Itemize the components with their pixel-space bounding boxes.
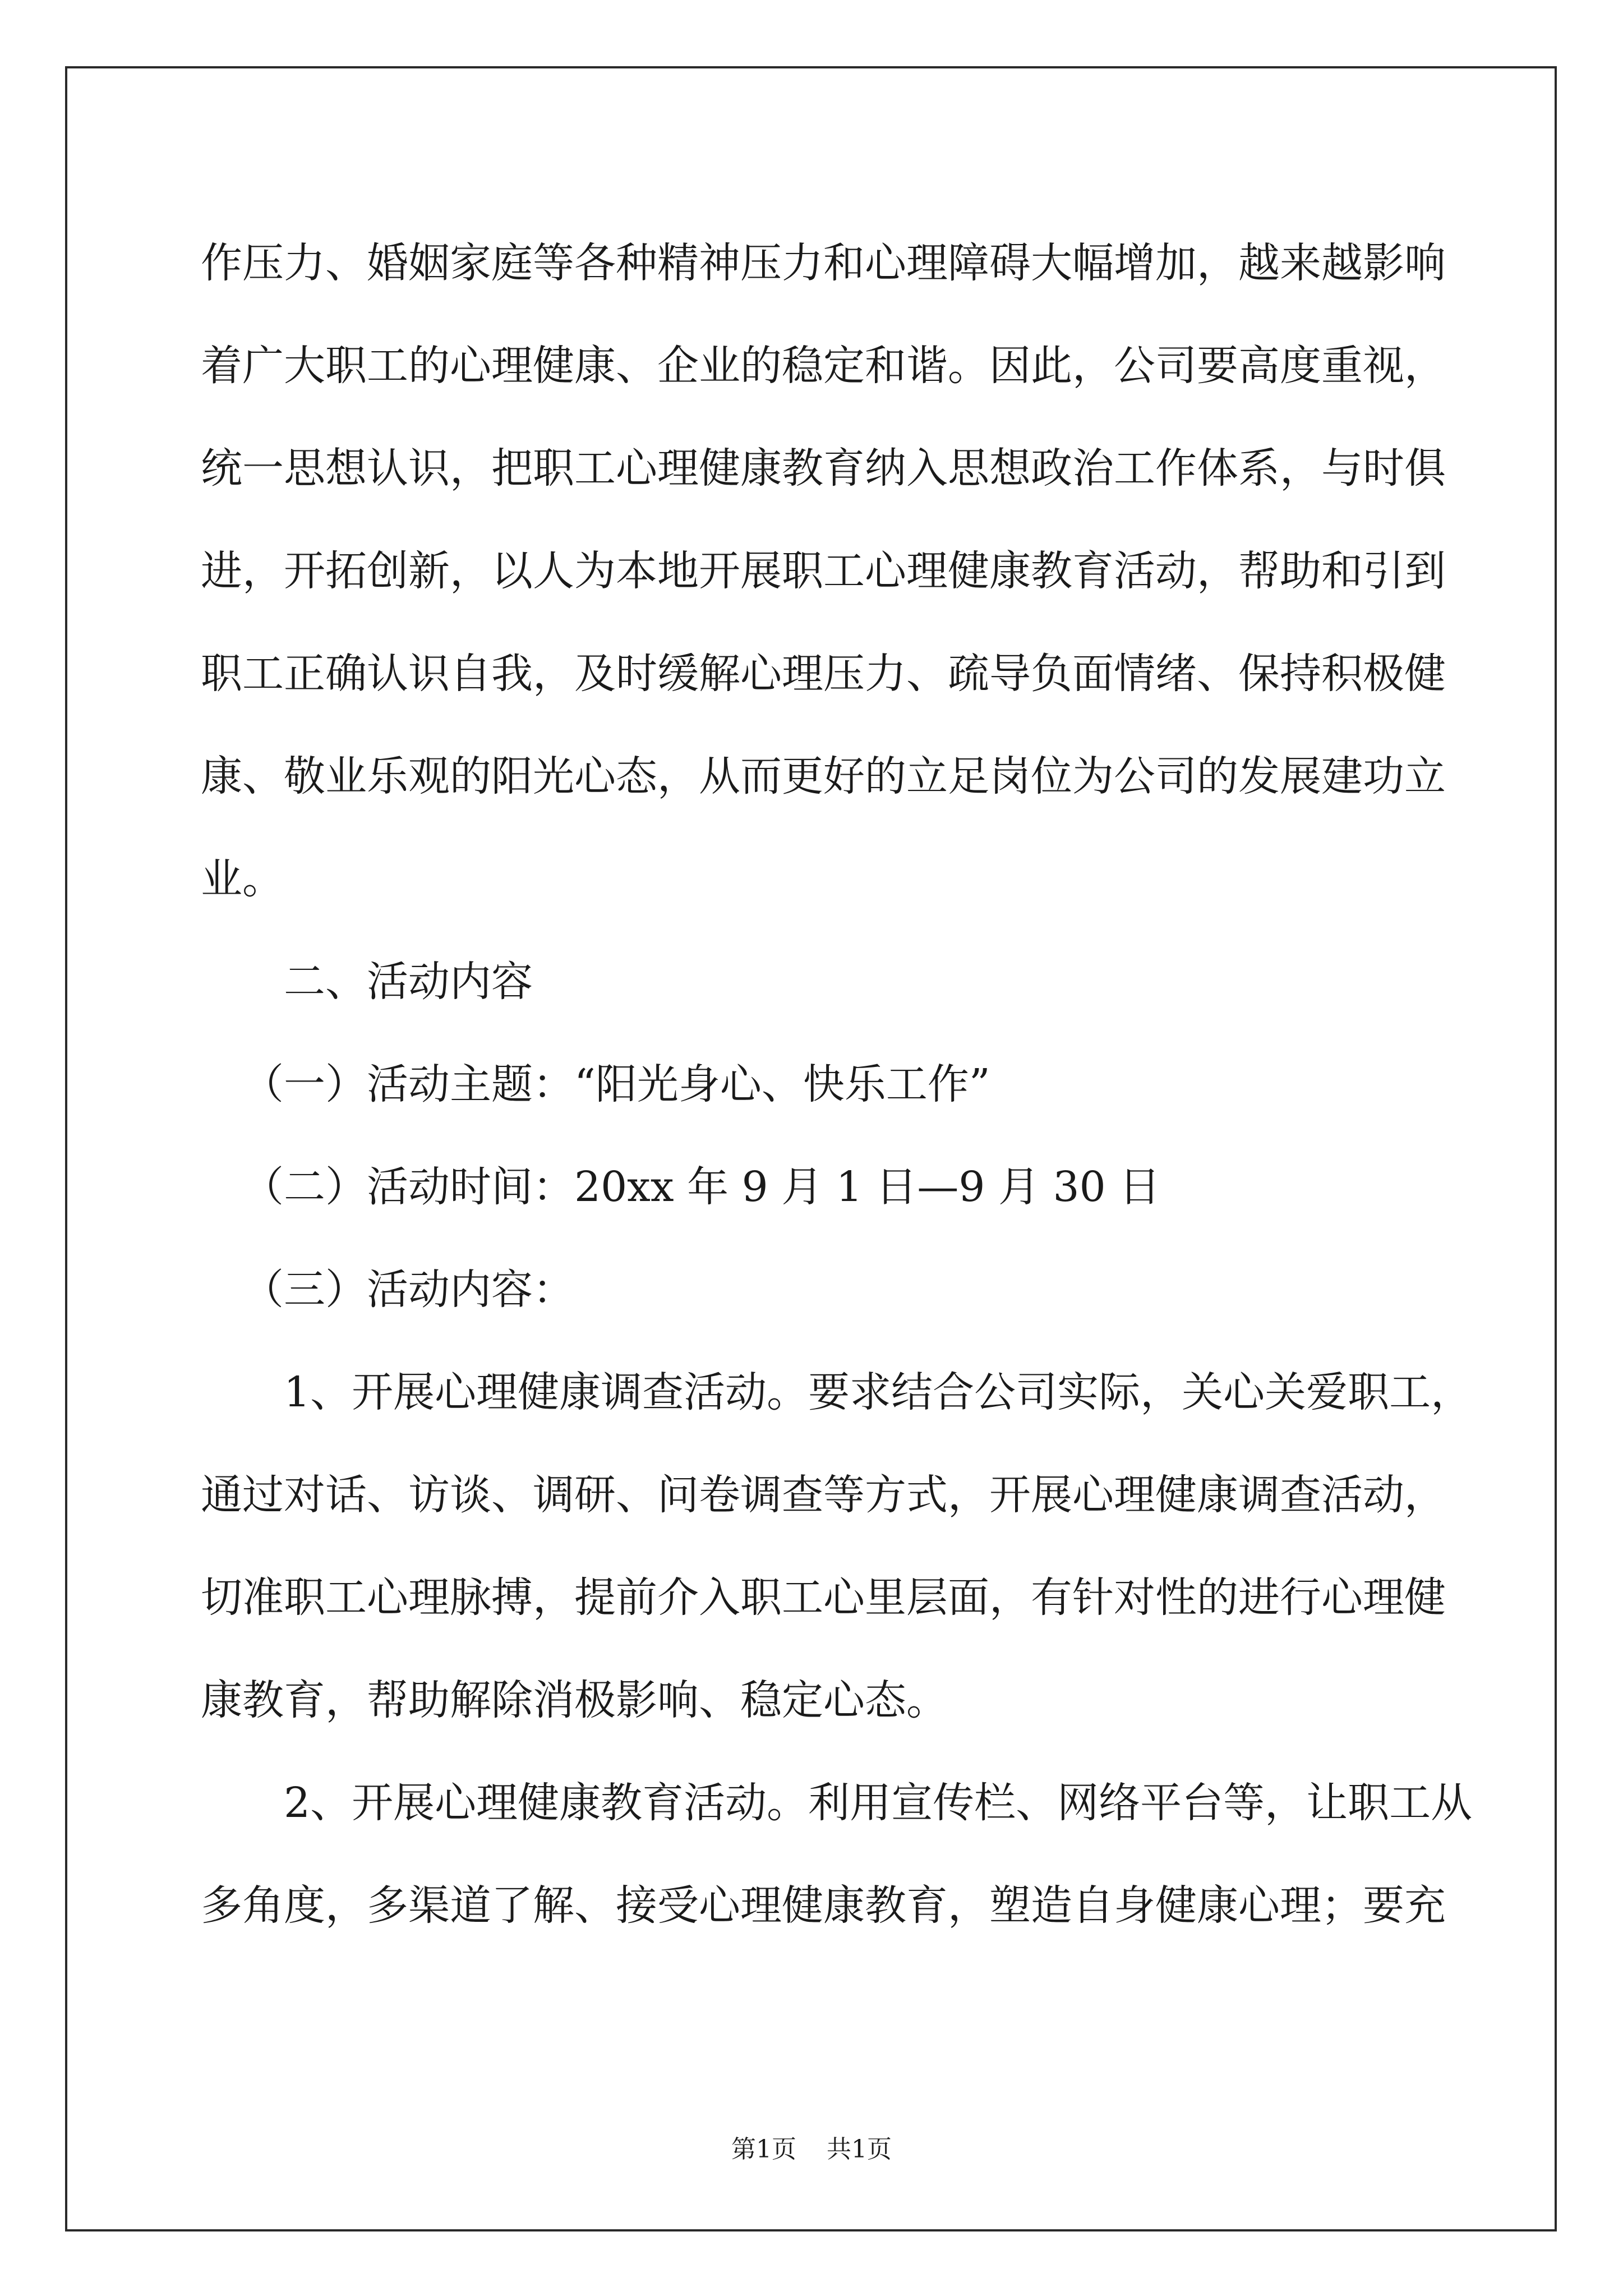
- text-line: 统一思想认识，把职工心理健康教育纳入思想政治工作体系，与时俱: [201, 444, 1446, 493]
- text-line: 职工正确认识自我，及时缓解心理压力、疏导负面情绪、保持积极健: [201, 650, 1446, 698]
- page-footer: [0, 2129, 1623, 2165]
- document-body: [201, 212, 1473, 1957]
- text-line: 2、开展心理健康教育活动。利用宣传栏、网络平台等，让职工从: [284, 1779, 1473, 1827]
- text-line: 康教育，帮助解除消极影响、稳定心态。: [201, 1676, 948, 1724]
- text-line: 多角度，多渠道了解、接受心理健康教育，塑造自身健康心理；要充: [201, 1881, 1446, 1930]
- subsection-theme: （一）活动主题：“阳光身心、快乐工作”: [242, 1060, 990, 1108]
- text-line: 作压力、婚姻家庭等各种精神压力和心理障碍大幅增加，越来越影响: [201, 239, 1446, 287]
- text-line: 康、敬业乐观的阳光心态，从而更好的立足岗位为公司的发展建功立: [201, 752, 1446, 800]
- text-line: 切准职工心理脉搏，提前介入职工心里层面，有针对性的进行心理健: [201, 1573, 1446, 1622]
- text-line: 进，开拓创新，以人为本地开展职工心理健康教育活动，帮助和引到: [201, 547, 1446, 595]
- text-line: 着广大职工的心理健康、企业的稳定和谐。因此，公司要高度重视，: [201, 342, 1446, 390]
- text-line: 1、开展心理健康调查活动。要求结合公司实际，关心关爱职工，: [284, 1368, 1473, 1416]
- page-total: 共1页: [827, 2135, 892, 2164]
- text-line: 业。: [201, 855, 284, 903]
- page-number: 第1页: [731, 2135, 796, 2164]
- text-line: 通过对话、访谈、调研、问卷调查等方式，开展心理健康调查活动，: [201, 1471, 1446, 1519]
- subsection-time: （二）活动时间：20xx 年 9 月 1 日—9 月 30 日: [242, 1163, 1161, 1211]
- section-heading: 二、活动内容: [284, 958, 533, 1006]
- subsection-content: （三）活动内容：: [242, 1266, 574, 1314]
